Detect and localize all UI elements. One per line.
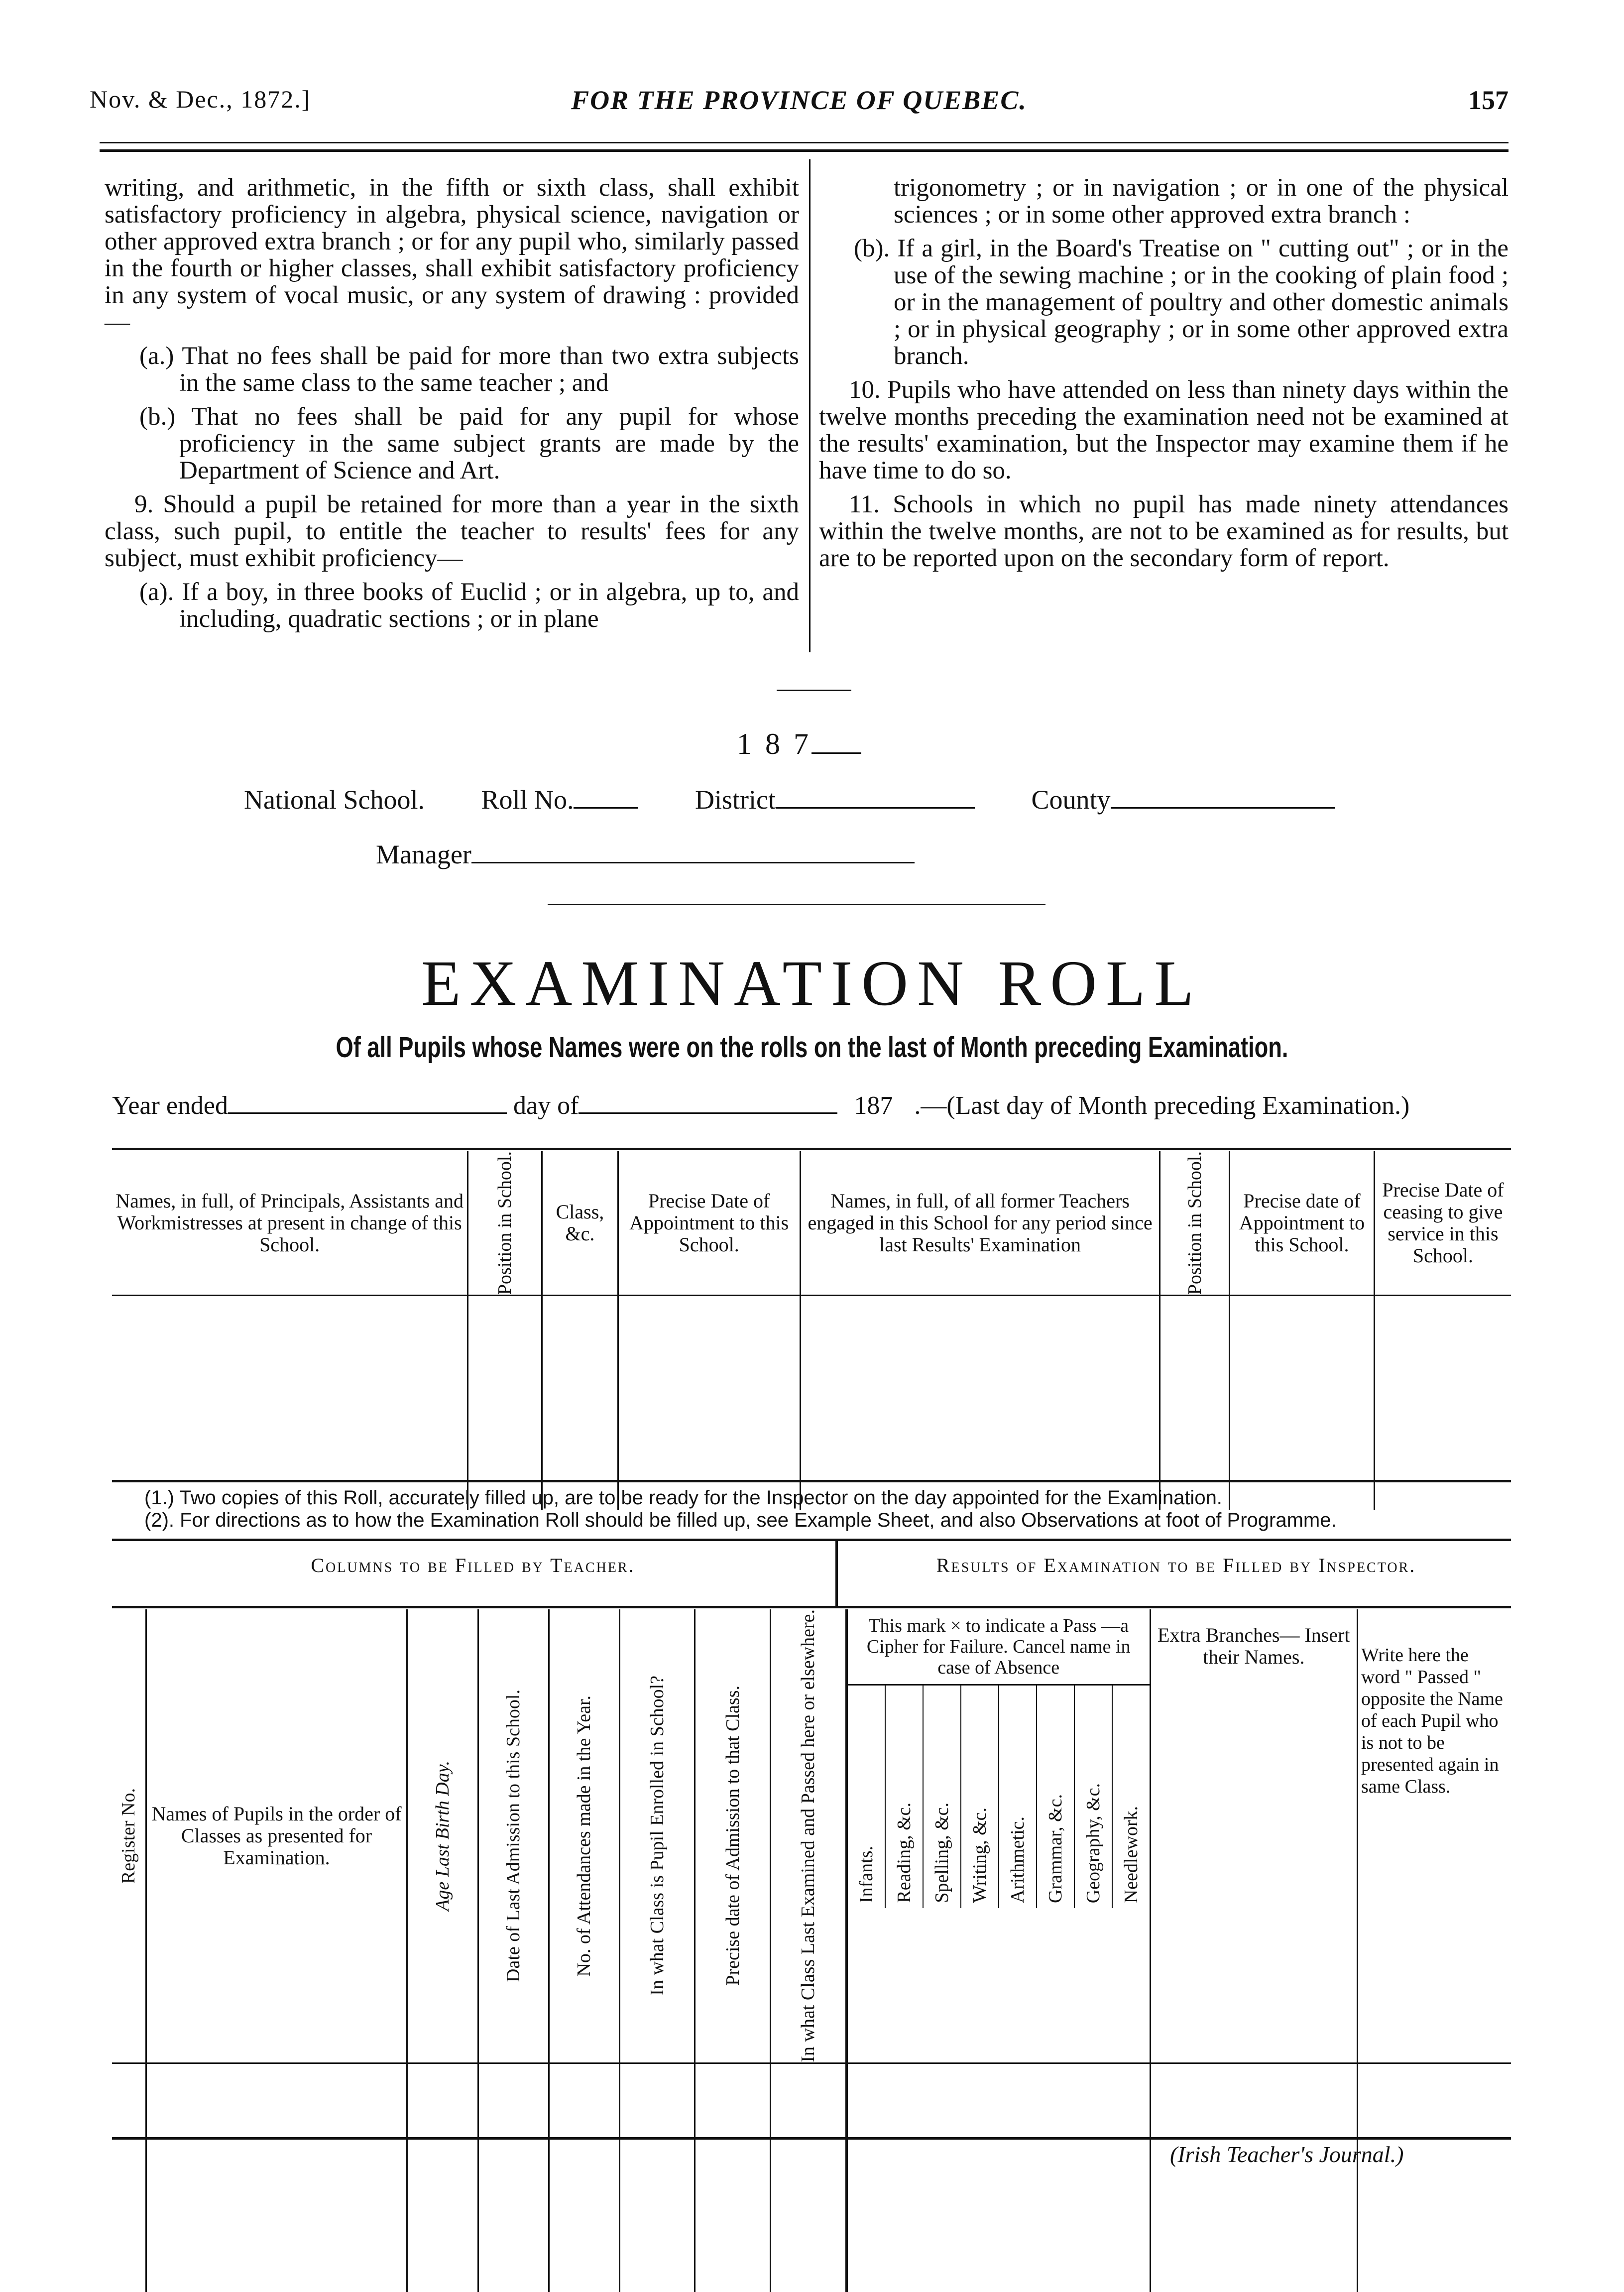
table2-top-rule [112, 1539, 1511, 1541]
manager-field[interactable] [471, 840, 915, 863]
subject-writing: Writing, &c. [961, 1686, 999, 1908]
county-field[interactable] [1111, 785, 1335, 809]
right-para-11: 11. Schools in which no pupil has made ninety attendances within the twelve months, are not to be examined as for results, but are to be reported upon on the secondary form of report. [819, 490, 1508, 572]
th-principal-names: Names, in full, of Principals, Assistants and Workmistresses at present in change of this School. [112, 1151, 468, 1296]
separator-short [777, 690, 851, 691]
header-rule [100, 142, 1508, 143]
header-rule-thick [100, 149, 1508, 152]
column-divider [809, 159, 811, 652]
left-item-9a: (a). If a boy, in three books of Euclid ; or in algebra, up to, and including, quadratic sections ; or in plane [139, 578, 799, 633]
th-register-no: Register No. [112, 1609, 146, 2063]
table1-bottom-rule [112, 1480, 1511, 1482]
table2-header-rule [112, 1606, 1511, 1608]
th-former-teachers: Names, in full, of all former Teachers engaged in this School for any period since last Results' Examination [800, 1151, 1160, 1296]
note-2: (2). For directions as to how the Examination Roll should be filled up, see Example Sheet, and also Observations at foot of Programme. [144, 1509, 1337, 1531]
teachers-table-body [112, 1296, 1511, 1510]
right-para-10: 10. Pupils who have attended on less than ninety days within the twelve months preceding the examination need not be examined at the results' examination, but the Inspector may examine them if he have time to do so. [819, 376, 1508, 484]
exam-title: EXAMINATION ROLL [421, 948, 1203, 1019]
county-label: County [1031, 785, 1111, 815]
page-number: 157 [1468, 85, 1508, 115]
left-item-b: (b.) That no fees shall be paid for any pupil for whose proficiency in the same subject grants are made by the Department of Science and Art. [139, 403, 799, 484]
manager-line [376, 839, 915, 870]
subject-arithmetic: Arithmetic. [999, 1686, 1037, 1908]
form-year: 1 8 7 [737, 727, 861, 761]
subject-infants: Infants. [848, 1686, 886, 1908]
form-school-line [244, 784, 1335, 815]
manager-label: Manager [376, 840, 471, 869]
subject-needlework: Needlework. [1120, 1806, 1142, 1903]
form-rule [548, 904, 1045, 905]
th-appointment-date-2: Precise date of Appointment to this School. [1230, 1151, 1375, 1296]
th-last-admission: Date of Last Admission to this School. [478, 1609, 549, 2063]
right-cont: trigonometry ; or in navigation ; or in one of the physical sciences ; or in some other approved extra branch : [894, 174, 1508, 229]
th-write-passed: Write here the word " Passed " opposite the Name of each Pupil who is not to be presented again in same Class. [1358, 1609, 1511, 2063]
th-position-2: Position in School. [1160, 1151, 1230, 1296]
roll-no-field[interactable] [574, 785, 638, 809]
header-date: Nov. & Dec., 1872.] [90, 85, 311, 113]
th-attendances: No. of Attendances made in the Year. [549, 1609, 619, 2063]
th-class-enrolled: In what Class is Pupil Enrolled in School? [619, 1609, 695, 2063]
left-para-1: writing, and arithmetic, in the fifth or sixth class, shall exhibit satisfactory proficiency in algebra, physical science, navigation or other approved extra branch ; or for any pupil who, similarly passed in the fourth or higher classes, shall exhibit satisfactory proficiency in any system of vocal music, or any system of drawing : provided— [105, 174, 799, 336]
th-ceasing-date: Precise Date of ceasing to give service in this School. [1374, 1151, 1511, 1296]
note-1: (1.) Two copies of this Roll, accurately filled up, are to be ready for the Inspector on the day appointed for the Examination. [144, 1487, 1222, 1509]
pupils-table-body [112, 2063, 1511, 2292]
year-ended-label: Year ended [112, 1091, 228, 1120]
th-class-admission: Precise date of Admission to that Class. [695, 1609, 771, 2063]
th-position: Position in School. [468, 1151, 542, 1296]
th-results [846, 1609, 1150, 2063]
subject-spelling: Spelling, &c. [924, 1686, 961, 1908]
subject-columns [848, 1686, 1150, 1908]
left-para-9: 9. Should a pupil be retained for more than a year in the sixth class, such pupil, to entitle the teacher to results' fees for any subject, must exhibit proficiency— [105, 490, 799, 572]
right-column [819, 174, 1508, 579]
table1-top-rule [112, 1148, 1511, 1150]
left-item-a: (a.) That no fees shall be paid for more than two extra subjects in the same class to the same teacher ; and [139, 342, 799, 397]
th-appointment-date: Precise Date of Appointment to this School. [618, 1151, 800, 1296]
header-divider [835, 1541, 838, 1606]
pupils-table [112, 1609, 1511, 2292]
source-credit: (Irish Teacher's Journal.) [1170, 2142, 1404, 2167]
district-field[interactable] [776, 785, 975, 809]
teacher-columns-header: Columns to be Filled by Teacher. [311, 1554, 635, 1576]
table2-bottom-rule [112, 2137, 1511, 2140]
header-title: FOR THE PROVINCE OF QUEBEC. [571, 85, 1027, 115]
th-extra-branches: Extra Branches— Insert their Names. [1150, 1609, 1357, 2063]
roll-no-label: Roll No. [481, 785, 574, 815]
national-school-label: National School. [244, 785, 425, 815]
page-header [90, 85, 1508, 124]
subject-reading: Reading, &c. [886, 1686, 924, 1908]
th-last-examined: In what Class Last Examined and Passed here or elsewhere. [771, 1609, 847, 2063]
right-item-b: (b). If a girl, in the Board's Treatise on " cutting out" ; or in the use of the sewing machine ; or in the cooking of plain food ; or in the management of poultry and other domestic animals ; or in physical geography ; or in some other approved extra branch. [854, 235, 1508, 370]
inspector-columns-header: Results of Examination to be Filled by Inspector. [936, 1554, 1416, 1576]
exam-subtitle: Of all Pupils whose Names were on the rolls on the last of Month preceding Examination. [336, 1031, 1288, 1064]
pass-note: This mark × to indicate a Pass —a Cipher for Failure. Cancel name in case of Absence [848, 1609, 1150, 1686]
day-of-field[interactable] [579, 1090, 837, 1114]
th-pupil-names: Names of Pupils in the order of Classes as presented for Examination. [146, 1609, 407, 2063]
year-ended-field[interactable] [228, 1090, 507, 1114]
subject-grammar: Grammar, &c. [1037, 1686, 1075, 1908]
subject-geography: Geography, &c. [1075, 1686, 1113, 1908]
teachers-table [112, 1151, 1511, 1510]
th-class: Class, &c. [542, 1151, 618, 1296]
last-day-note: .—(Last day of Month preceding Examination.) [914, 1091, 1410, 1120]
left-column [105, 174, 799, 639]
year-187: 187 [854, 1091, 893, 1120]
th-age: Age Last Birth Day. [407, 1609, 478, 2063]
day-of-label: day of [513, 1091, 579, 1120]
year-ended-line [112, 1090, 1409, 1120]
district-label: District [695, 785, 776, 815]
